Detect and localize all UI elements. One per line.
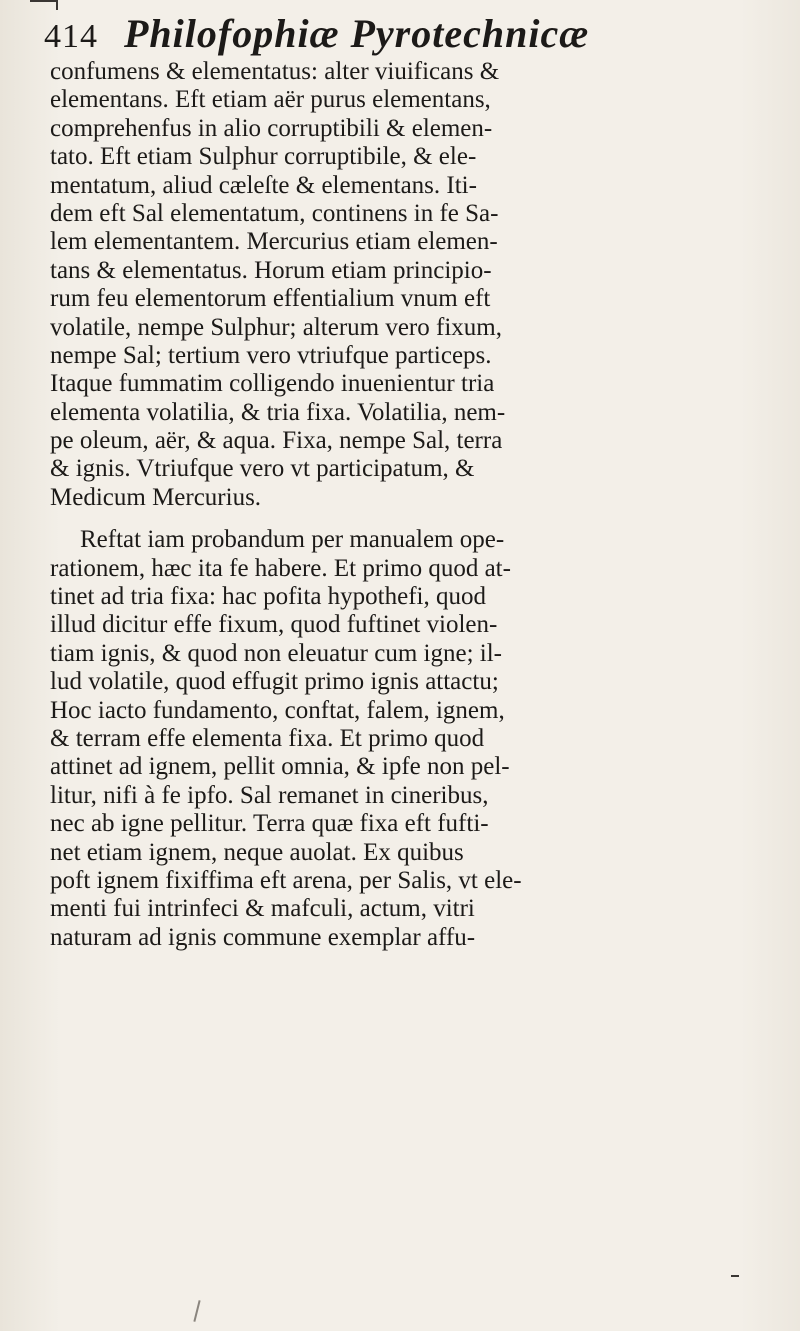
text-line: tans & elementatus. Horum etiam principio-: [50, 256, 492, 284]
text-line: tato. Eft etiam Sulphur corruptibile, & ele-: [50, 143, 477, 171]
text-line: Hoc iacto fundamento, conftat, falem, ignem,: [50, 696, 505, 724]
text-line: naturam ad ignis commune exemplar affu-: [50, 923, 476, 951]
text-line: mentatum, aliud cæleſte & elementans. Iti-: [50, 171, 477, 199]
text-line: elementa volatilia, & tria fixa. Volatilia, nem-: [50, 398, 506, 426]
text-line: dem eft Sal elementatum, continens in fe Sa-: [50, 199, 499, 227]
text-line: volatile, nempe Sulphur; alterum vero fixum,: [50, 313, 502, 341]
text-line: rum feu elementorum effentialium vnum eft: [50, 285, 491, 313]
page-header: [44, 10, 764, 60]
text-line: nec ab igne pellitur. Terra quæ fixa eft fufti-: [50, 810, 489, 838]
page-corner-mark: [30, 0, 58, 10]
page-number: 414: [44, 18, 98, 55]
text-line: nempe Sal; tertium vero vtriufque particeps.: [50, 341, 492, 369]
stray-ink-mark: [193, 1300, 200, 1322]
text-line: pe oleum, aër, & aqua. Fixa, nempe Sal, terra: [50, 427, 503, 455]
text-line: litur, nifi à fe ipfo. Sal remanet in cineribus,: [50, 781, 489, 809]
text-line: tiam ignis, & quod non eleuatur cum igne; il-: [50, 639, 503, 667]
paragraph-2: [50, 526, 770, 952]
text-line: net etiam ignem, neque auolat. Ex quibus: [50, 838, 464, 866]
text-line: tinet ad tria fixa: hac pofita hypothefi, quod: [50, 583, 486, 611]
paragraph-1: [50, 58, 770, 512]
text-line: menti fui intrinfeci & mafculi, actum, vitri: [50, 895, 475, 923]
text-line: & terram effe elementa fixa. Et primo quod: [50, 724, 485, 752]
text-line: attinet ad ignem, pellit omnia, & ipfe non pel-: [50, 753, 510, 781]
text-line: Itaque fummatim colligendo inuenientur tria: [50, 370, 495, 398]
text-line: comprehenfus in alio corruptibili & elemen-: [50, 114, 493, 142]
text-line: confumens & elementatus: alter viuificans &: [50, 58, 500, 85]
catchword-mark: [731, 1275, 739, 1277]
text-line: Reftat iam probandum per manualem ope-: [80, 526, 505, 554]
text-line: illud dicitur effe fixum, quod fuftinet violen-: [50, 611, 498, 639]
paragraph-gap: [50, 512, 770, 526]
text-line: & ignis. Vtriufque vero vt participatum, &: [50, 455, 475, 483]
text-line: poft ignem fixiffima eft arena, per Salis, vt ele-: [50, 866, 522, 894]
text-line: lem elementantem. Mercurius etiam elemen-: [50, 228, 498, 256]
text-line: elementans. Eft etiam aër purus elementans,: [50, 86, 491, 114]
running-title: Philofophiæ Pyrotechnicæ: [124, 11, 590, 56]
body-text: [50, 58, 770, 952]
text-line: Medicum Mercurius.: [50, 483, 262, 511]
text-line: lud volatile, quod effugit primo ignis attactu;: [50, 668, 499, 696]
text-line: rationem, hæc ita fe habere. Et primo quod at-: [50, 554, 511, 582]
